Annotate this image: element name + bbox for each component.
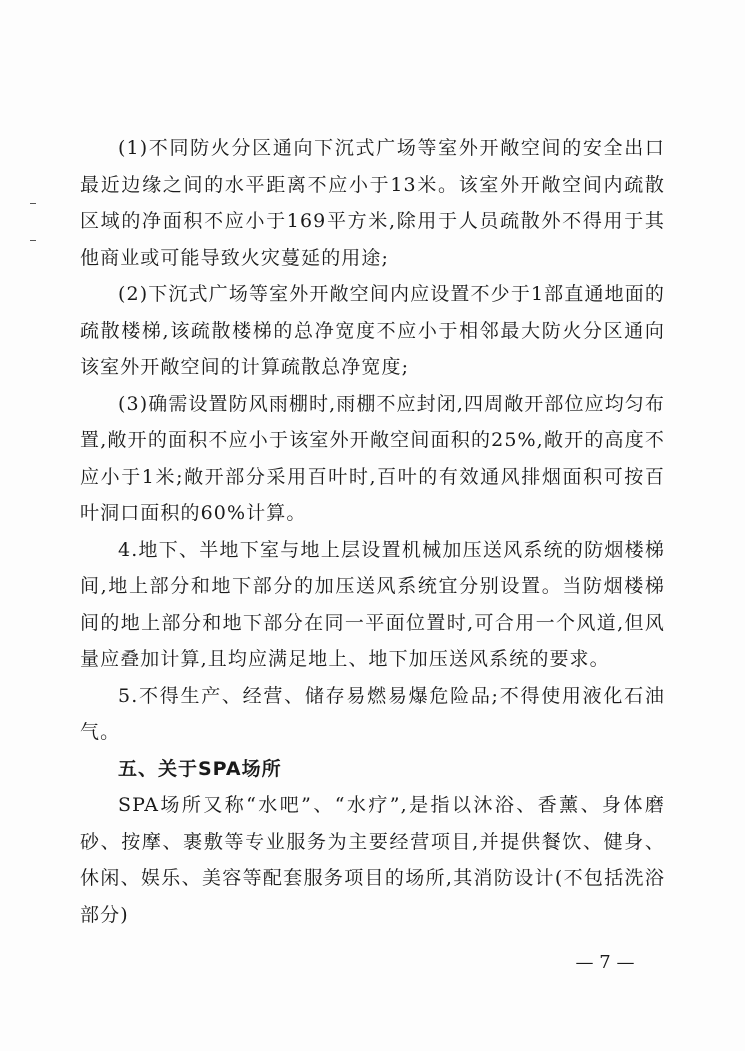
paragraph-item-5: 5.不得生产、经营、储存易燃易爆危险品;不得使用液化石油气。 <box>80 684 665 743</box>
section-paragraph: SPA场所又称“水吧”、“水疗”,是指以沐浴、香薰、身体磨砂、按摩、裹敷等专业服务为主要经营项目,并提供餐饮、健身、休闲、娱乐、美容等配套服务项目的场所,其消防设计(不包括洗浴部分) <box>80 794 665 926</box>
margin-mark <box>30 240 36 241</box>
section-heading: 五、关于SPA场所 <box>118 757 282 780</box>
page-number: — 7 — <box>575 952 635 973</box>
paragraph-item-3: (3)确需设置防风雨棚时,雨棚不应封闭,四周敞开部位应均匀布置,敞开的面积不应小于该室外开敞空间面积的25%,敞开的高度不应小于1米;敞开部分采用百叶时,百叶的有效通风排烟面积可按百叶洞口面积的60%计算。 <box>80 392 665 524</box>
paragraph-item-1: (1)不同防火分区通向下沉式广场等室外开敞空间的安全出口最近边缘之间的水平距离不应小于13米。该室外开敞空间内疏散区域的净面积不应小于169平方米,除用于人员疏散外不得用于其他商业或可能导致火灾蔓延的用途; <box>80 137 665 269</box>
margin-mark <box>30 203 36 204</box>
paragraph-item-4: 4.地下、半地下室与地上层设置机械加压送风系统的防烟楼梯间,地上部分和地下部分的加压送风系统宜分别设置。当防烟楼梯间的地上部分和地下部分在同一平面位置时,可合用一个风道,但风量应叠加计算,且均应满足地上、地下加压送风系统的要求。 <box>80 538 665 670</box>
paragraph-item-2: (2)下沉式广场等室外开敞空间内应设置不少于1部直通地面的疏散楼梯,该疏散楼梯的总净宽度不应小于相邻最大防火分区通向该室外开敞空间的计算疏散总净宽度; <box>80 283 665 378</box>
document-body <box>80 130 665 933</box>
